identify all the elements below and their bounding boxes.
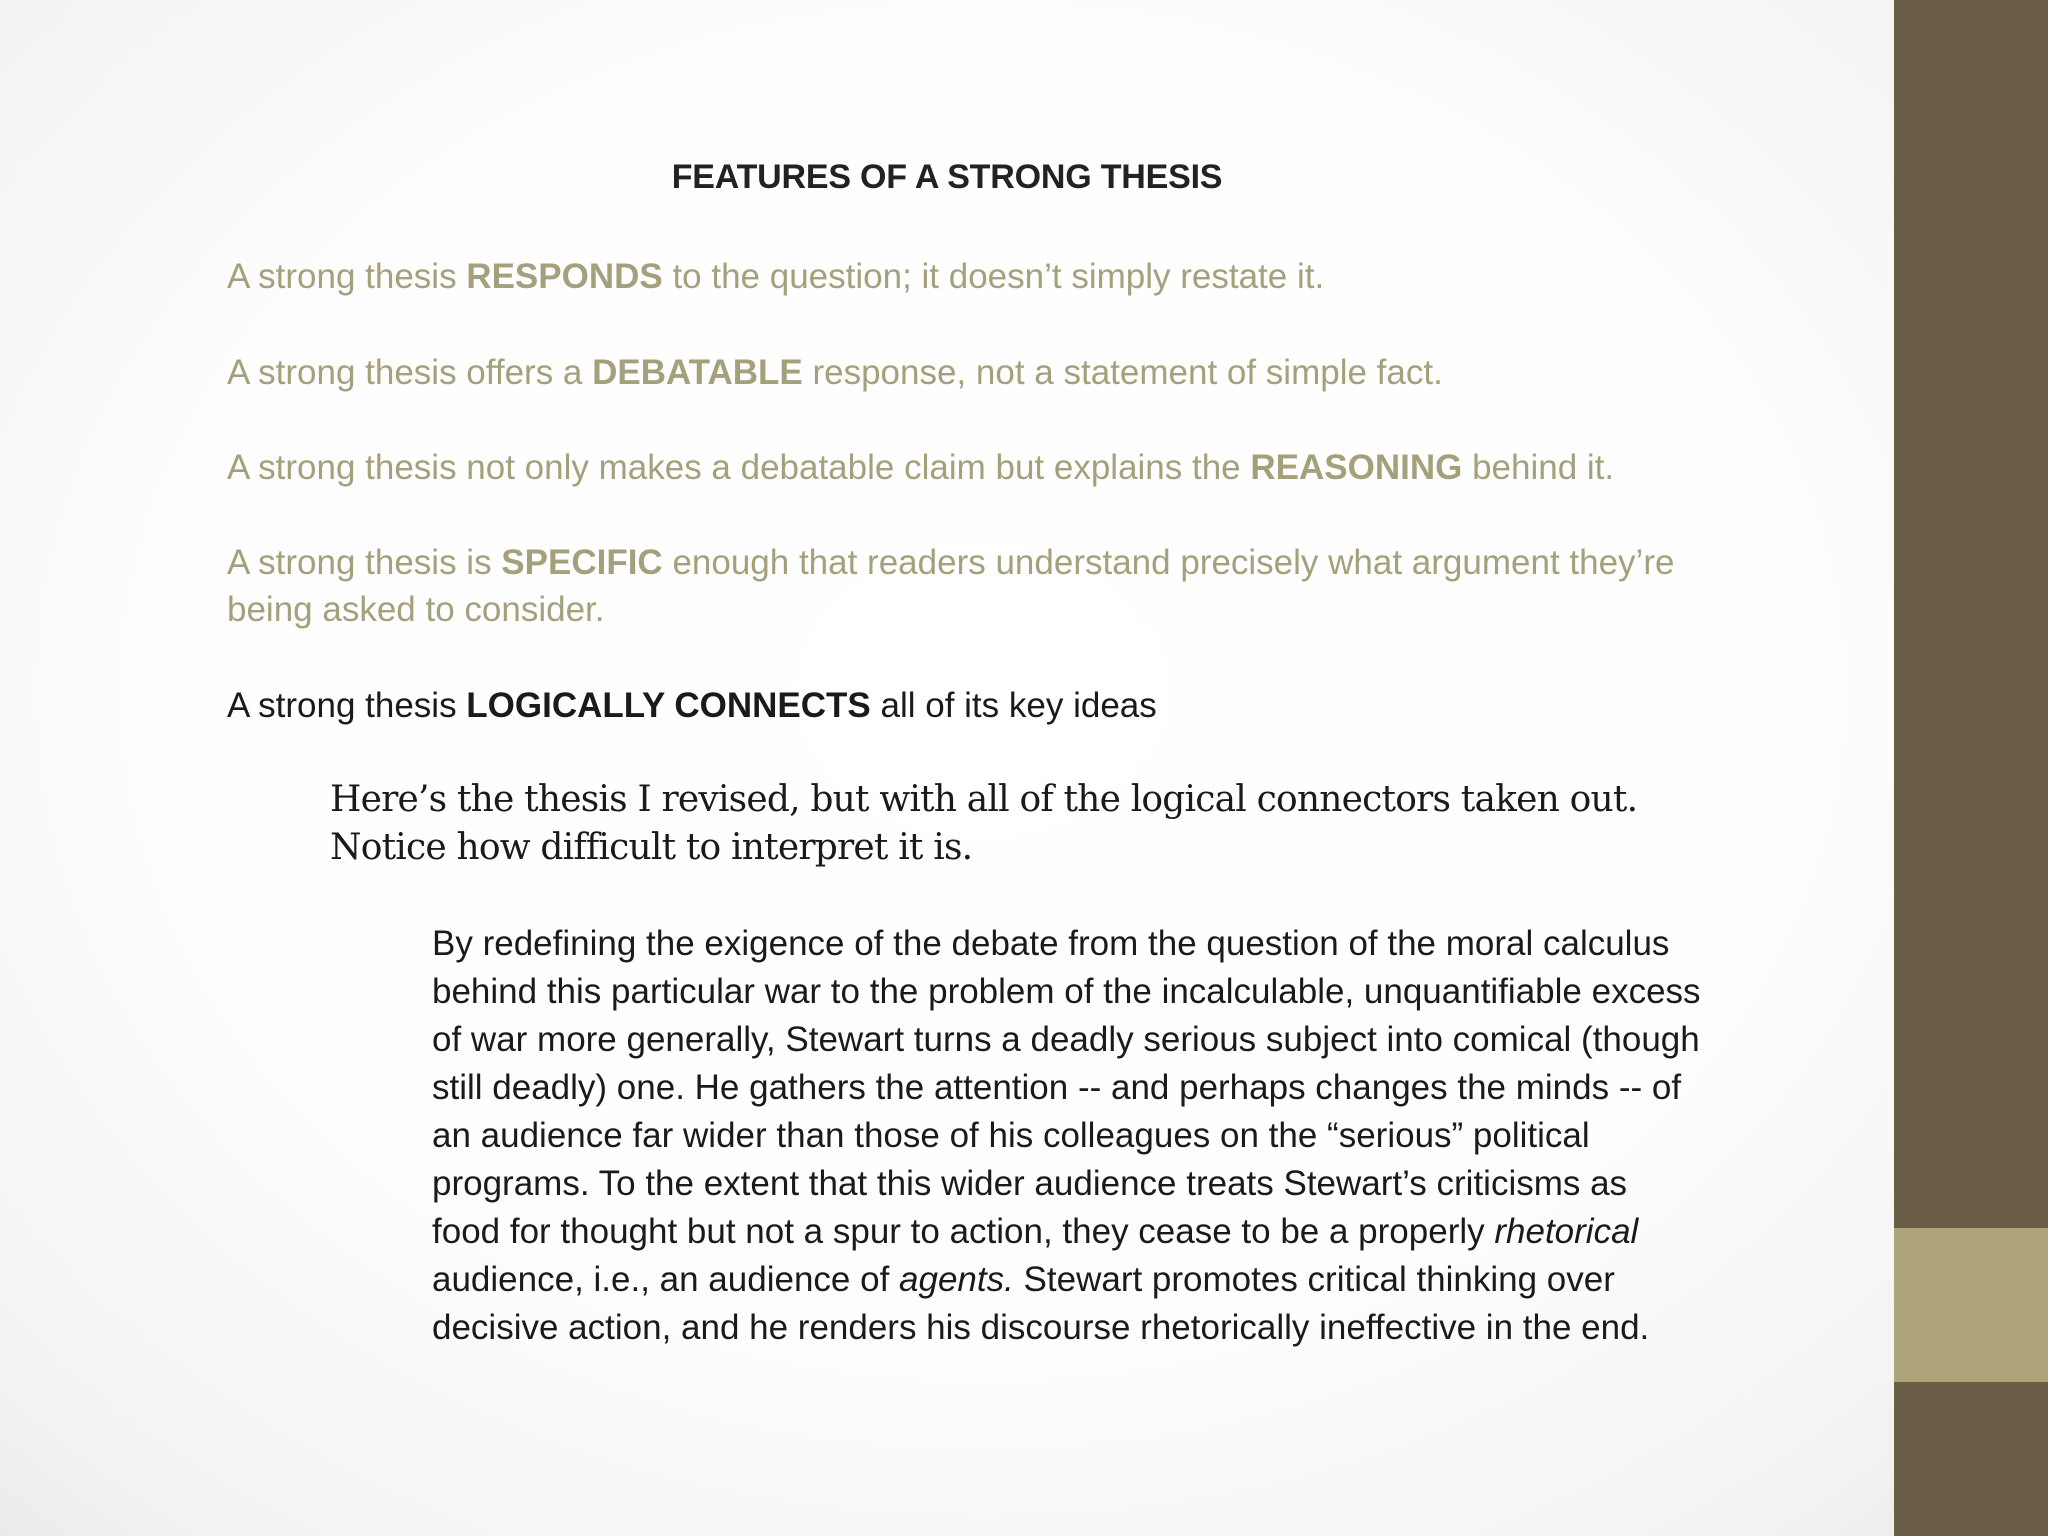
- example-text: By redefining the exigence of the debate from the question of the moral calculus behind this particular war to the problem of the incalculable, unquantifiable excess of war more generally, Stewart turns a deadly serious subject into comical (though still deadly) one. He gathers the attention -- and perhaps changes the minds -- of an audience far wider than those of his colleagues on the “serious” political programs. To the extent that this wider audience treats Stewart’s criticisms as food for thought but not a spur to action, they cease to be a properly: [432, 924, 1701, 1251]
- feature-keyword: SPECIFIC: [501, 543, 663, 582]
- example-thesis: [432, 920, 1702, 1352]
- feature-keyword: REASONING: [1250, 448, 1463, 487]
- feature-keyword: DEBATABLE: [592, 353, 803, 392]
- sidebar-accent-block: [1894, 1228, 2048, 1382]
- feature-debatable: [227, 349, 1687, 396]
- feature-text: A strong thesis: [227, 257, 467, 296]
- example-text: audience, i.e., an audience of: [432, 1260, 900, 1299]
- feature-keyword: LOGICALLY CONNECTS: [466, 686, 871, 725]
- revision-note: Here’s the thesis I revised, but with all of the logical connectors taken out. Notice how difficult to interpret it is.: [330, 779, 1638, 868]
- feature-keyword: RESPONDS: [466, 257, 663, 296]
- feature-reasoning: [227, 444, 1687, 491]
- feature-text: all of its key ideas: [870, 686, 1157, 725]
- feature-text: response, not a statement of simple fact.: [802, 353, 1443, 392]
- feature-text: to the question; it doesn’t simply restate it.: [662, 257, 1325, 296]
- feature-text: A strong thesis is: [227, 543, 502, 582]
- feature-text: behind it.: [1462, 448, 1615, 487]
- feature-logically-connects: [227, 682, 1687, 729]
- feature-responds: [227, 253, 1687, 300]
- feature-text: A strong thesis not only makes a debatable claim but explains the: [227, 448, 1251, 487]
- example-emphasis: rhetorical: [1494, 1212, 1639, 1251]
- feature-text: enough that readers understand precisely what argument they’re being asked to consider.: [227, 543, 1675, 629]
- slide-title: FEATURES OF A STRONG THESIS: [671, 158, 1223, 196]
- example-emphasis: agents.: [899, 1260, 1014, 1299]
- feature-text: A strong thesis offers a: [227, 353, 593, 392]
- example-text: Stewart promotes critical thinking over decisive action, and he renders his discourse rhetorically ineffective in the end.: [432, 1260, 1650, 1347]
- feature-text: A strong thesis: [227, 686, 467, 725]
- feature-specific: [227, 539, 1687, 633]
